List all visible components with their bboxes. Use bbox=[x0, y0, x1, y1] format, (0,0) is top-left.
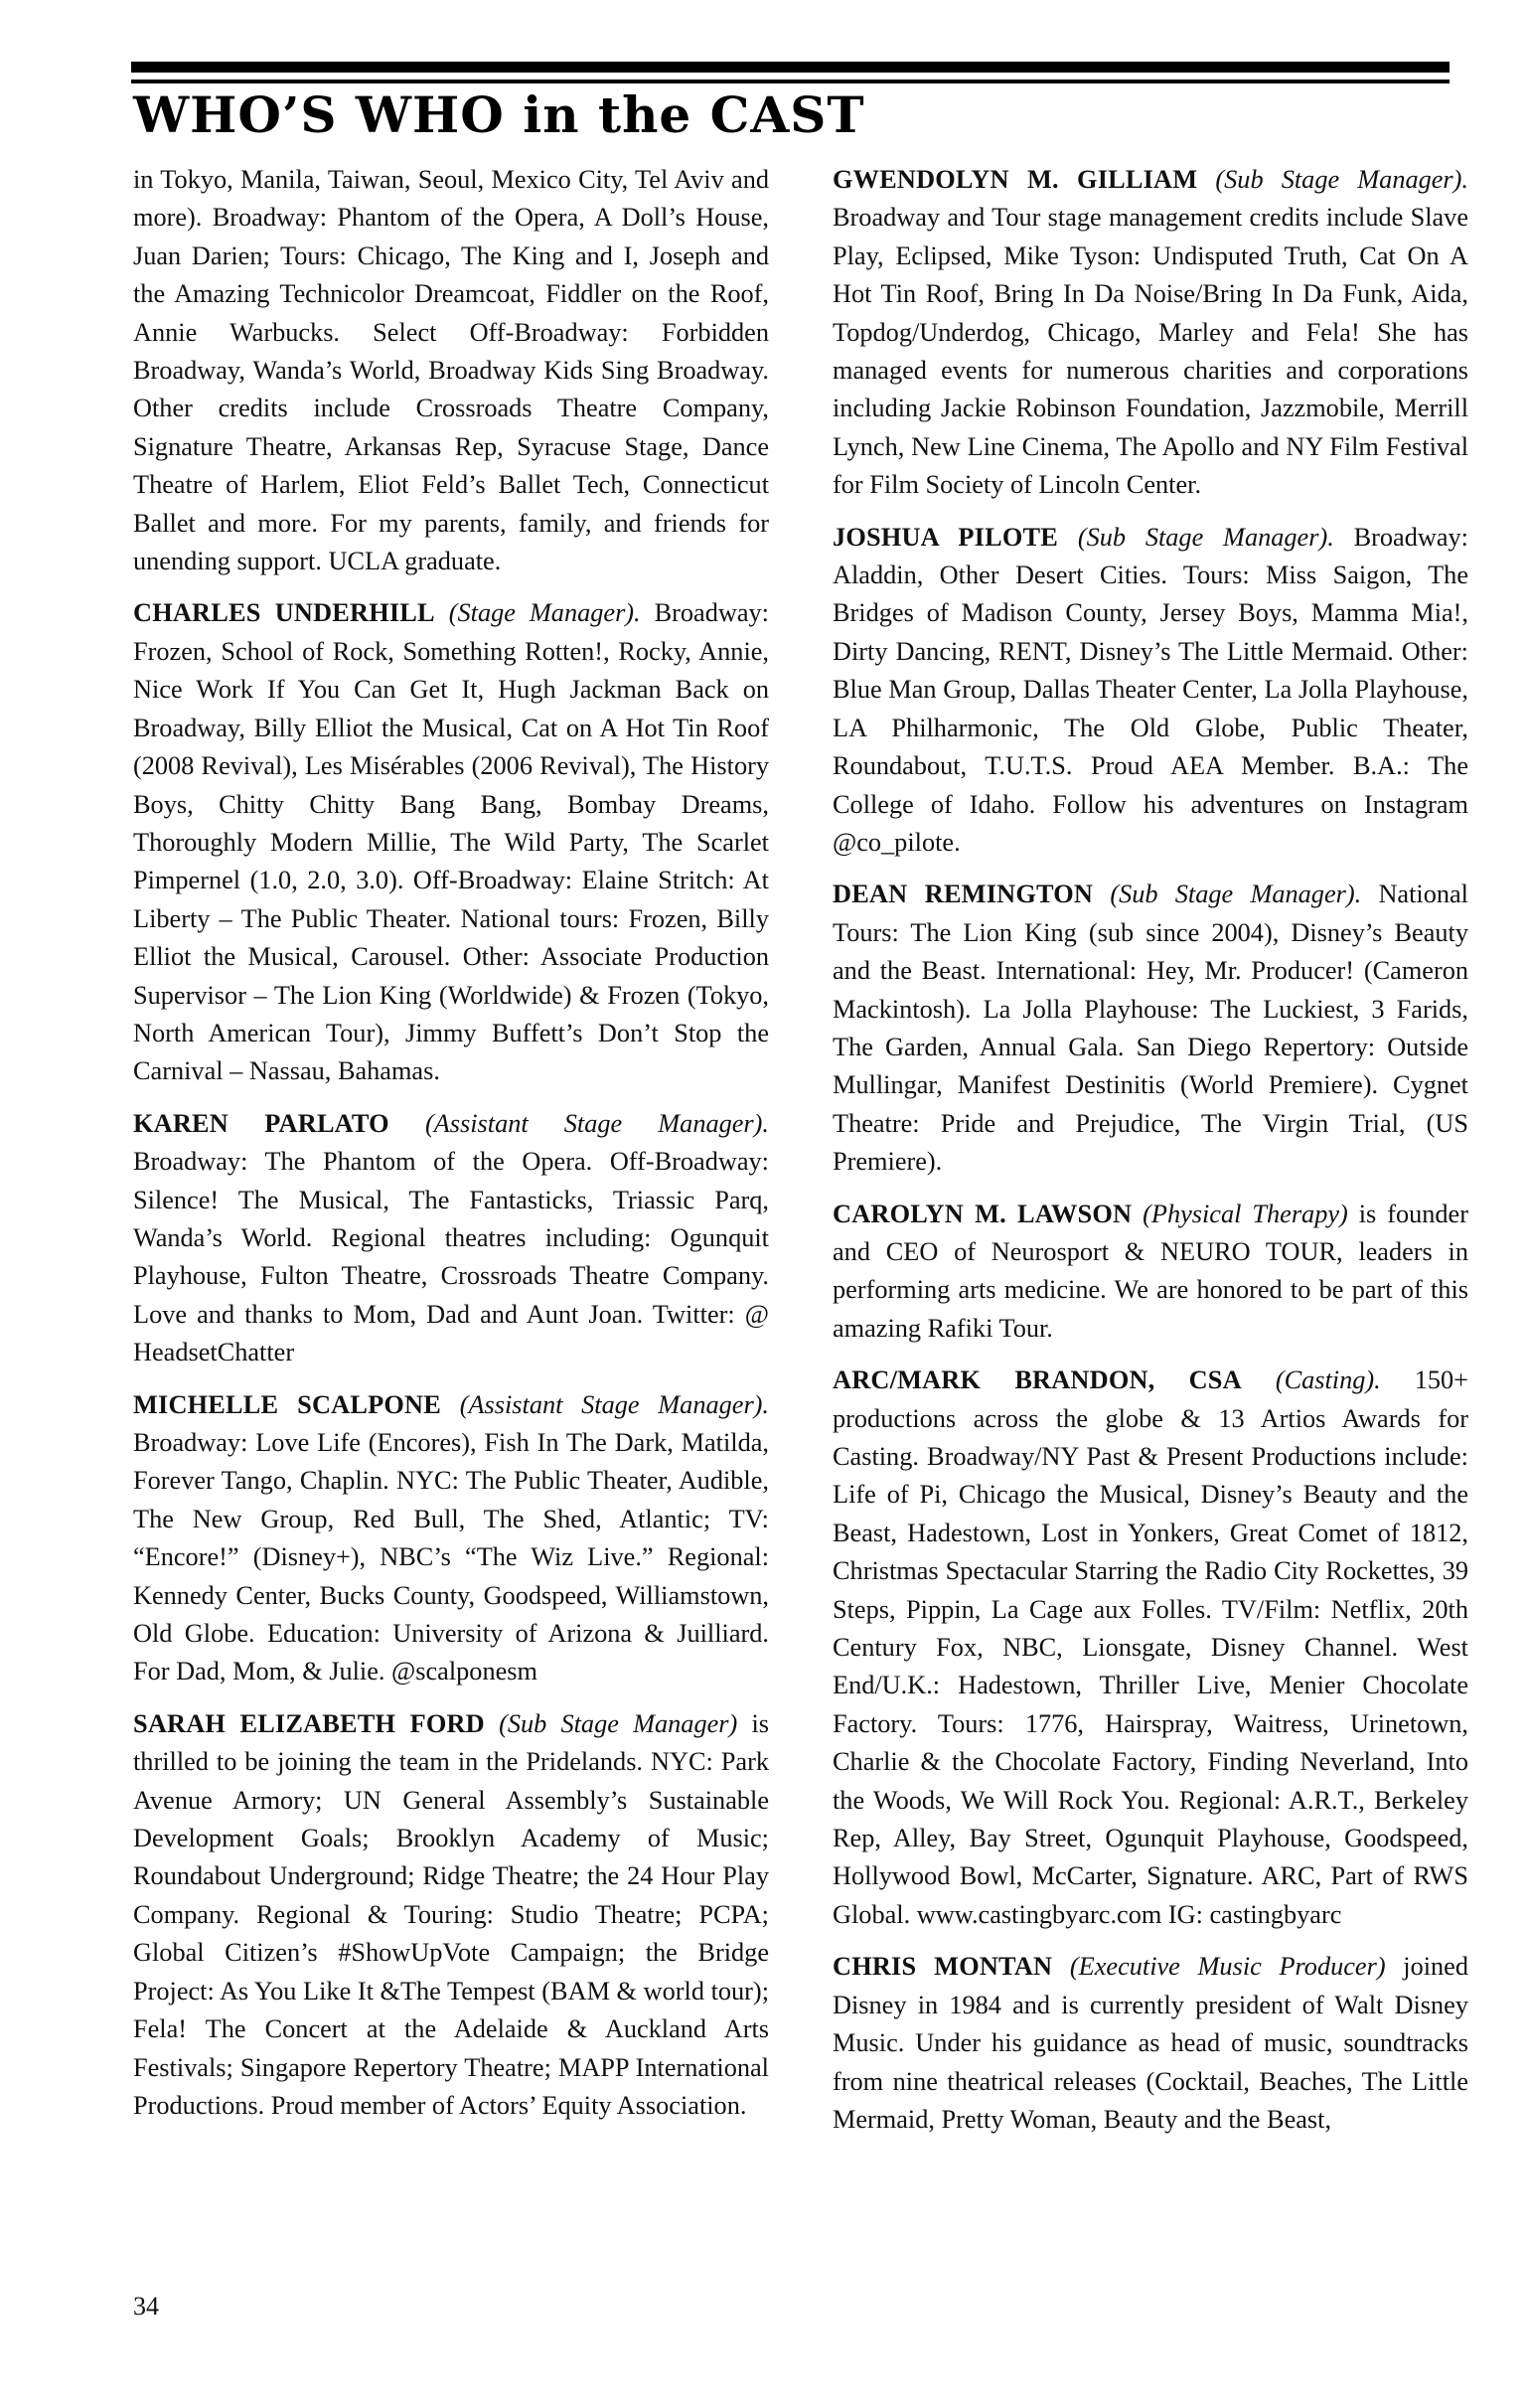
person-role: (Stage Manager). bbox=[448, 598, 641, 628]
bio-text: 150+ productions across the globe & 13 Artios Awards for Casting. Broadway/NY Past & Present Productions include: Life of Pi, Chicago the Musical, Disney’s Beauty and the Beast, Hadestown, Lost in Yonkers, Great Comet of 1812, Christmas Spectacular Starring the Radio City Rockettes, 39 Steps, Pippin, La Cage aux Folles. TV/Film: Netflix, 20th Century Fox, NBC, Lionsgate, Disney Channel. West End/U.K.: Hadestown, Thriller Live, Menier Chocolate Factory. Tours: 1776, Hairspray, Waitress, Urinetown, Charlie & the Chocolate Factory, Finding Neverland, Into the Woods, We Will Rock You. Regional: A.R.T., Berkeley Rep, Alley, Bay Street, Ogunquit Playhouse, Goodspeed, Hollywood Bowl, McCarter, Signature. ARC, Part of RWS Global. www.castingbyarc.com IG: castingbyarc bbox=[833, 1365, 1468, 1929]
bio-entry-gwendolyn-gilliam bbox=[833, 161, 1468, 505]
person-role: (Executive Music Producer) bbox=[1069, 1952, 1386, 1982]
left-column bbox=[133, 161, 769, 2139]
page-number: 34 bbox=[133, 2292, 159, 2321]
person-role: (Sub Stage Manager). bbox=[1110, 880, 1362, 909]
person-name: ARC/MARK BRANDON, CSA bbox=[833, 1365, 1242, 1395]
person-role: (Physical Therapy) bbox=[1143, 1199, 1348, 1228]
bio-entry-michelle-scalpone bbox=[133, 1386, 769, 1691]
person-name: GWENDOLYN M. GILLIAM bbox=[833, 165, 1198, 194]
bio-text: Broadway: The Phantom of the Opera. Off-Broadway: Silence! The Musical, The Fantasticks, Triassic Parq, Wanda’s World. Regional theatres including: Ogunquit Playhouse, Fulton Theatre, Crossroads Theatre Company. Love and thanks to Mom, Dad and Aunt Joan. Twitter: @ HeadsetChatter bbox=[133, 1147, 769, 1367]
person-role: (Assistant Stage Manager). bbox=[459, 1389, 770, 1419]
header-rule-thin bbox=[131, 80, 1450, 83]
page-title: WHO’S WHO in the CAST bbox=[133, 85, 865, 144]
person-name: MICHELLE SCALPONE bbox=[133, 1389, 441, 1419]
person-role: (Sub Stage Manager). bbox=[1077, 522, 1334, 552]
continued-bio: in Tokyo, Manila, Taiwan, Seoul, Mexico City, Tel Aviv and more). Broadway: Phantom of the Opera, A Doll’s House, Juan Darien; Tours: Chicago, The King and I, Joseph and the Amazing Technicolor Dreamcoat, Fiddler on the Roof, Annie Warbucks. Select Off-Broadway: Forbidden Broadway, Wanda’s World, Broadway Kids Sing Broadway. Other credits include Crossroads Theatre Company, Signature Theatre, Arkansas Rep, Syracuse Stage, Dance Theatre of Harlem, Eliot Feld’s Ballet Tech, Connecticut Ballet and more. For my parents, family, and friends for unending support. UCLA graduate. bbox=[133, 165, 769, 576]
bio-entry-sarah-elizabeth-ford bbox=[133, 1705, 769, 2125]
person-name: JOSHUA PILOTE bbox=[833, 522, 1058, 552]
bio-text: Broadway: Aladdin, Other Desert Cities. Tours: Miss Saigon, The Bridges of Madison County, Jersey Boys, Mamma Mia!, Dirty Dancing, RENT, Disney’s The Little Mermaid. Other: Blue Man Group, Dallas Theater Center, La Jolla Playhouse, LA Philharmonic, The Old Globe, Public Theater, Roundabout, T.U.T.S. Proud AEA Member. B.A.: The College of Idaho. Follow his adventures on Instagram @co_pilote. bbox=[833, 522, 1468, 857]
person-name: DEAN REMINGTON bbox=[833, 880, 1094, 909]
bio-text: National Tours: The Lion King (sub since 2004), Disney’s Beauty and the Beast. International: Hey, Mr. Producer! (Cameron Mackintosh). La Jolla Playhouse: The Luckiest, 3 Farids, The Garden, Annual Gala. San Diego Repertory: Outside Mullingar, Manifest Destinitis (World Premiere). Cygnet Theatre: Pride and Prejudice, The Virgin Trial, (US Premiere). bbox=[833, 880, 1468, 1177]
person-role: (Assistant Stage Manager). bbox=[424, 1108, 769, 1138]
header-rule-thick bbox=[131, 62, 1450, 73]
bio-entry-carolyn-lawson bbox=[833, 1196, 1468, 1349]
bio-entry-chris-montan bbox=[833, 1948, 1468, 2139]
bio-text: Broadway: Frozen, School of Rock, Something Rotten!, Rocky, Annie, Nice Work If You Can Get It, Hugh Jackman Back on Broadway, Billy Elliot the Musical, Cat on A Hot Tin Roof (2008 Revival), Les Misérables (2006 Revival), The History Boys, Chitty Chitty Bang Bang, Bombay Dreams, Thoroughly Modern Millie, The Wild Party, The Scarlet Pimpernel (1.0, 2.0, 3.0). Off-Broadway: Elaine Stritch: At Liberty – The Public Theater. National tours: Frozen, Billy Elliot the Musical, Carousel. Other: Associate Production Supervisor – The Lion King (Worldwide) & Frozen (Tokyo, North American Tour), Jimmy Buffett’s Don’t Stop the Carnival – Nassau, Bahamas. bbox=[133, 598, 769, 1086]
bio-entry-karen-parlato bbox=[133, 1105, 769, 1372]
person-name: CHRIS MONTAN bbox=[833, 1952, 1053, 1982]
right-column bbox=[833, 161, 1468, 2153]
person-name: KAREN PARLATO bbox=[133, 1108, 389, 1138]
bio-entry-joshua-pilote bbox=[833, 519, 1468, 863]
bio-text: Broadway and Tour stage management credits include Slave Play, Eclipsed, Mike Tyson: Undisputed Truth, Cat On A Hot Tin Roof, Bring In Da Noise/Bring In Da Funk, Aida, Topdog/Underdog, Chicago, Marley and Fela! She has managed events for numerous charities and corporations including Jackie Robinson Foundation, Jazzmobile, Merrill Lynch, New Line Cinema, The Apollo and NY Film Festival for Film Society of Lincoln Center. bbox=[833, 203, 1468, 500]
person-role: (Sub Stage Manager). bbox=[1215, 165, 1468, 194]
bio-entry-charles-underhill bbox=[133, 594, 769, 1090]
bio-text: Broadway: Love Life (Encores), Fish In The Dark, Matilda, Forever Tango, Chaplin. NYC: The Public Theater, Audible, The New Group, Red Bull, The Shed, Atlantic; TV: “Encore!” (Disney+), NBC’s “The Wiz Live.” Regional: Kennedy Center, Bucks County, Goodspeed, Williamstown, Old Globe. Education: University of Arizona & Juilliard. For Dad, Mom, & Julie. @scalponesm bbox=[133, 1428, 769, 1686]
person-role: (Sub Stage Manager) bbox=[499, 1708, 738, 1738]
person-name: SARAH ELIZABETH FORD bbox=[133, 1708, 485, 1738]
bio-text: joined Disney in 1984 and is currently president of Walt Disney Music. Under his guidance as head of music, soundtracks from nine theatrical releases (Cocktail, Beaches, The Little Mermaid, Pretty Woman, Beauty and the Beast, bbox=[833, 1952, 1468, 2134]
person-name: CHARLES UNDERHILL bbox=[133, 598, 435, 628]
person-name: CAROLYN M. LAWSON bbox=[833, 1199, 1133, 1228]
bio-text: is thrilled to be joining the team in the Pridelands. NYC: Park Avenue Armory; UN General Assembly’s Sustainable Development Goals; Brooklyn Academy of Music; Roundabout Underground; Ridge Theatre; the 24 Hour Play Company. Regional & Touring: Studio Theatre; PCPA; Global Citizen’s #ShowUpVote Campaign; the Bridge Project: As You Like It &The Tempest (BAM & world tour); Fela! The Concert at the Adelaide & Auckland Arts Festivals; Singapore Repertory Theatre; MAPP International Productions. Proud member of Actors’ Equity Association. bbox=[133, 1708, 770, 2120]
bio-entry-dean-remington bbox=[833, 876, 1468, 1181]
bio-text: is founder and CEO of Neurosport & NEURO TOUR, leaders in performing arts medicine. We are honored to be part of this amazing Rafiki Tour. bbox=[833, 1199, 1468, 1343]
bio-entry-arc-mark-brandon bbox=[833, 1362, 1468, 1934]
person-role: (Casting). bbox=[1275, 1365, 1381, 1395]
